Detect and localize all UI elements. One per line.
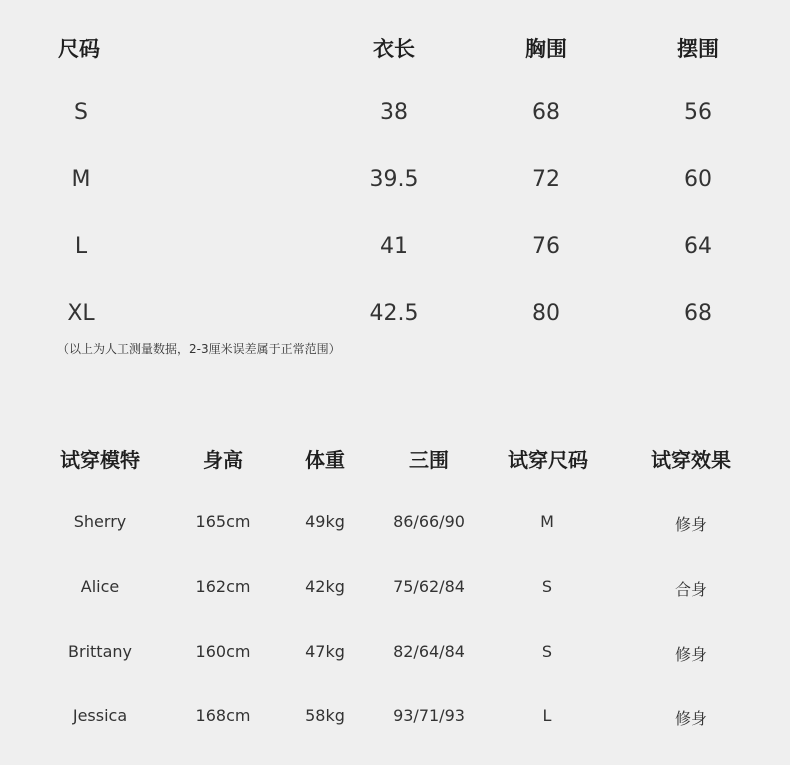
model-cell: 86/66/90	[393, 512, 465, 531]
size-header-size: 尺码	[58, 37, 100, 61]
model-cell: 合身	[674, 580, 708, 599]
size-header-length: 衣长	[373, 37, 415, 61]
model-cell: 162cm	[195, 577, 251, 596]
model-cell: Brittany	[68, 642, 132, 661]
model-cell: L	[542, 706, 552, 725]
size-cell: 64	[684, 234, 712, 259]
size-cell: 68	[684, 301, 712, 326]
model-cell: M	[540, 512, 554, 531]
model-header-measurements: 三围	[409, 448, 449, 472]
model-cell: 42kg	[305, 577, 345, 596]
size-cell: 72	[532, 167, 560, 192]
model-cell: 修身	[674, 709, 708, 728]
size-cell: 76	[532, 234, 560, 259]
model-cell: 168cm	[195, 706, 251, 725]
size-cell: S	[74, 100, 88, 125]
model-cell: 160cm	[195, 642, 251, 661]
model-cell: 75/62/84	[393, 577, 465, 596]
model-cell: 165cm	[195, 512, 251, 531]
model-header-model: 试穿模特	[60, 448, 140, 472]
size-cell: 80	[532, 301, 560, 326]
model-cell: S	[541, 642, 553, 661]
size-cell: L	[74, 234, 88, 259]
size-cell: 42.5	[369, 301, 419, 326]
model-cell: 47kg	[305, 642, 345, 661]
model-header-height: 身高	[203, 448, 243, 472]
model-cell: 82/64/84	[393, 642, 465, 661]
model-cell: 修身	[674, 645, 708, 664]
size-cell: 60	[684, 167, 712, 192]
model-header-effect: 试穿效果	[651, 448, 731, 472]
size-cell: 68	[532, 100, 560, 125]
model-cell: Sherry	[73, 512, 127, 531]
size-cell: 39.5	[369, 167, 419, 192]
size-header-chest: 胸围	[525, 37, 567, 61]
model-cell: 49kg	[305, 512, 345, 531]
model-cell: 58kg	[305, 706, 345, 725]
size-cell: 41	[380, 234, 408, 259]
measurement-note: （以上为人工测量数据，2-3厘米误差属于正常范围）	[57, 342, 341, 356]
model-header-weight: 体重	[305, 448, 345, 472]
model-cell: S	[541, 577, 553, 596]
model-cell: Alice	[80, 577, 120, 596]
model-cell: 修身	[674, 515, 708, 534]
size-cell: 38	[380, 100, 408, 125]
model-header-size: 试穿尺码	[508, 448, 588, 472]
model-cell: 93/71/93	[393, 706, 465, 725]
size-cell: 56	[684, 100, 712, 125]
size-header-hem: 摆围	[677, 37, 719, 61]
size-cell: M	[71, 167, 91, 192]
size-cell: XL	[67, 301, 95, 326]
model-cell: Jessica	[72, 706, 128, 725]
